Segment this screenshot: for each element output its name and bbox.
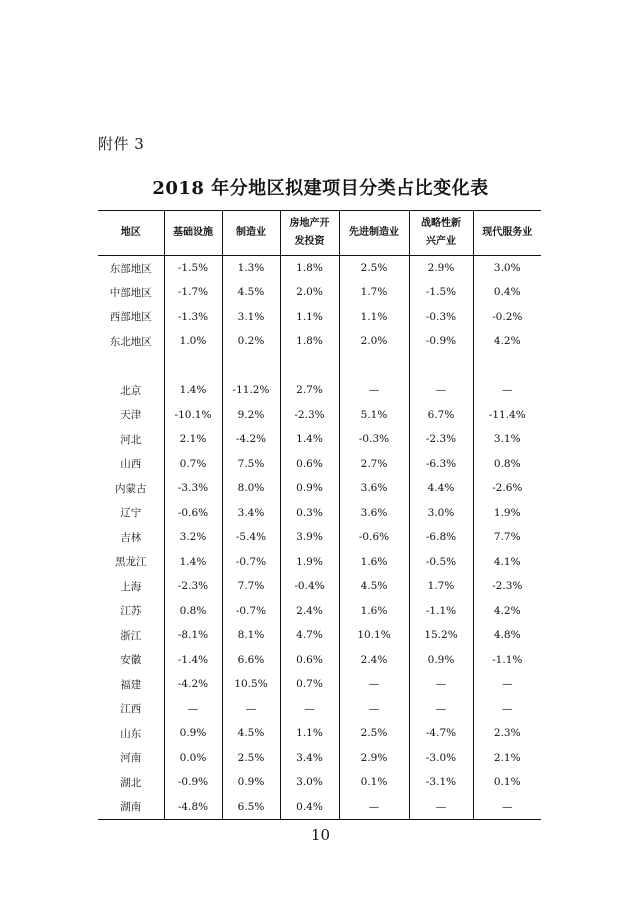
percentage-cell: 1.4% [164,378,222,403]
percentage-cell: 3.4% [222,501,280,526]
percentage-cell: 3.6% [339,501,409,526]
percentage-cell: 1.1% [280,305,339,330]
percentage-cell: 4.7% [280,623,339,648]
percentage-cell: -3.3% [164,476,222,501]
region-name-cell: 江苏 [120,605,142,618]
percentage-cell: -4.8% [164,795,222,820]
percentage-cell: 0.1% [339,770,409,795]
column-header-strategic-emerging: 战略性新 兴产业 [409,211,473,256]
percentage-cell: 2.0% [280,280,339,305]
percentage-cell: 1.6% [339,550,409,575]
percentage-cell: 2.7% [280,378,339,403]
region-name-cell: 湖北 [120,776,142,789]
percentage-cell: — [280,697,339,722]
percentage-cell: -0.5% [409,550,473,575]
percentage-cell: -11.4% [473,403,541,428]
percentage-cell: -0.9% [164,770,222,795]
spacer-cell [473,354,541,379]
table-row [98,697,541,722]
region-name-cell: 安徽 [120,654,142,667]
region-name-cell: 北京 [120,384,142,397]
percentage-cell: 0.7% [164,452,222,477]
percentage-cell: — [409,697,473,722]
percentage-cell: -3.1% [409,770,473,795]
region-name-cell: 中部地区 [109,286,152,299]
percentage-cell: 8.1% [222,623,280,648]
percentage-cell: 2.5% [222,746,280,771]
column-header-advanced-manufacturing: 先进制造业 [339,211,409,256]
percentage-cell: 2.9% [339,746,409,771]
percentage-cell: -0.2% [473,305,541,330]
percentage-cell: 1.8% [280,256,339,281]
percentage-cell: -8.1% [164,623,222,648]
table-row [98,550,541,575]
table-row [98,329,541,354]
percentage-cell: 3.4% [280,746,339,771]
percentage-cell: 0.9% [164,721,222,746]
percentage-cell: -2.3% [409,427,473,452]
percentage-cell: -0.6% [164,501,222,526]
region-name-cell: 河南 [120,752,142,765]
region-name-cell: 西部地区 [109,311,152,324]
percentage-cell: -10.1% [164,403,222,428]
table-row [98,623,541,648]
region-name-cell: 江西 [120,703,142,716]
percentage-cell: — [339,672,409,697]
percentage-cell: 4.1% [473,550,541,575]
percentage-cell: 8.0% [222,476,280,501]
percentage-cell: -0.7% [222,550,280,575]
percentage-cell: — [473,795,541,820]
table-row [98,599,541,624]
percentage-cell: 4.4% [409,476,473,501]
percentage-cell: 6.7% [409,403,473,428]
table-row [98,648,541,673]
table-row [98,746,541,771]
region-name-cell: 山西 [120,458,142,471]
percentage-cell: 2.3% [473,721,541,746]
percentage-cell: 0.9% [222,770,280,795]
percentage-cell: -4.2% [222,427,280,452]
percentage-cell: 4.2% [473,329,541,354]
percentage-cell: -1.1% [409,599,473,624]
table-row [98,721,541,746]
table-row [98,574,541,599]
percentage-cell: -0.6% [339,525,409,550]
percentage-cell: -2.3% [164,574,222,599]
percentage-cell: 1.9% [280,550,339,575]
percentage-cell: -3.0% [409,746,473,771]
percentage-cell: 3.2% [164,525,222,550]
spacer-cell [222,354,280,379]
percentage-cell: -1.5% [164,256,222,281]
region-name-cell: 山东 [120,727,142,740]
percentage-cell: 4.5% [222,721,280,746]
percentage-cell: — [473,697,541,722]
percentage-cell: 0.0% [164,746,222,771]
spacer-cell [339,354,409,379]
table-row [98,452,541,477]
table-row [98,280,541,305]
region-name-cell: 内蒙古 [115,482,147,495]
page-title: 2018 年分地区拟建项目分类占比变化表 [152,178,489,199]
percentage-cell: 0.9% [409,648,473,673]
section-spacer-row [98,354,541,379]
percentage-cell: 4.8% [473,623,541,648]
column-header-real-estate: 房地产开 发投资 [280,211,339,256]
percentage-cell: 0.4% [280,795,339,820]
percentage-cell: 2.5% [339,256,409,281]
percentage-cell: 15.2% [409,623,473,648]
percentage-cell: -5.4% [222,525,280,550]
percentage-cell: 1.3% [222,256,280,281]
percentage-cell: -1.7% [164,280,222,305]
percentage-cell: -0.9% [409,329,473,354]
percentage-cell: -2.3% [280,403,339,428]
table-row [98,476,541,501]
percentage-cell: — [222,697,280,722]
percentage-cell: 6.6% [222,648,280,673]
region-name-cell: 辽宁 [120,507,142,520]
region-name-cell: 河北 [120,433,142,446]
percentage-cell: — [339,378,409,403]
percentage-cell: 3.9% [280,525,339,550]
percentage-cell: 4.5% [339,574,409,599]
percentage-cell: 2.1% [164,427,222,452]
percentage-cell: 0.6% [280,648,339,673]
table-row [98,378,541,403]
percentage-cell: -1.4% [164,648,222,673]
percentage-cell: 1.4% [280,427,339,452]
percentage-cell: 9.2% [222,403,280,428]
region-name-cell: 湖南 [98,795,164,820]
table-row [98,501,541,526]
percentage-cell: 0.9% [280,476,339,501]
percentage-cell: — [339,697,409,722]
percentage-cell: 2.4% [280,599,339,624]
table-row [98,672,541,697]
percentage-cell: 2.7% [339,452,409,477]
region-name-cell: 东北地区 [109,335,152,348]
percentage-cell: 3.1% [473,427,541,452]
percentage-cell: 2.5% [339,721,409,746]
percentage-cell: 1.1% [339,305,409,330]
table-row [98,256,541,281]
percentage-cell: 7.7% [473,525,541,550]
percentage-cell: 1.7% [339,280,409,305]
percentage-cell: 0.2% [222,329,280,354]
percentage-cell: 0.4% [473,280,541,305]
region-name-cell: 上海 [120,580,142,593]
header-row [98,211,541,256]
percentage-cell: 1.1% [280,721,339,746]
percentage-cell: -4.7% [409,721,473,746]
percentage-cell: 4.2% [473,599,541,624]
percentage-cell: 1.7% [409,574,473,599]
percentage-cell: 0.3% [280,501,339,526]
percentage-cell: -6.3% [409,452,473,477]
percentage-cell: 2.1% [473,746,541,771]
percentage-cell: 10.5% [222,672,280,697]
percentage-cell: 5.1% [339,403,409,428]
spacer-cell [409,354,473,379]
column-header-manufacturing: 制造业 [222,211,280,256]
table-row [98,770,541,795]
column-header-modern-services: 现代服务业 [473,211,541,256]
percentage-cell: — [339,795,409,820]
percentage-cell: 1.9% [473,501,541,526]
percentage-cell: 2.4% [339,648,409,673]
column-header-region: 地区 [98,211,164,256]
percentage-cell: 2.9% [409,256,473,281]
page-number: 10 [310,826,331,844]
percentage-cell: 0.1% [473,770,541,795]
region-name-cell: 东部地区 [109,262,152,275]
table-row [98,525,541,550]
table-row [98,403,541,428]
percentage-cell: -0.3% [409,305,473,330]
percentage-cell: 4.5% [222,280,280,305]
percentage-cell: — [164,697,222,722]
percentage-cell: -6.8% [409,525,473,550]
percentage-cell: 3.0% [280,770,339,795]
column-header-infrastructure: 基础设施 [164,211,222,256]
region-name-cell: 黑龙江 [115,556,147,569]
percentage-cell: 10.1% [339,623,409,648]
percentage-cell: -1.5% [409,280,473,305]
percentage-cell: 0.7% [280,672,339,697]
percentage-cell: 7.5% [222,452,280,477]
percentage-cell: 1.8% [280,329,339,354]
percentage-cell: — [409,795,473,820]
spacer-cell [98,354,164,379]
percentage-cell: -11.2% [222,378,280,403]
percentage-cell: -2.6% [473,476,541,501]
percentage-cell: -4.2% [164,672,222,697]
percentage-cell: -0.3% [339,427,409,452]
percentage-cell: -1.3% [164,305,222,330]
data-table [98,210,541,820]
table-body [98,256,541,820]
percentage-cell: 1.4% [164,550,222,575]
table-row [98,305,541,330]
region-name-cell: 福建 [120,678,142,691]
percentage-cell: — [473,378,541,403]
percentage-cell: — [473,672,541,697]
spacer-cell [164,354,222,379]
percentage-cell: 1.0% [164,329,222,354]
percentage-cell: 2.0% [339,329,409,354]
region-name-cell: 浙江 [120,629,142,642]
percentage-cell: 3.6% [339,476,409,501]
percentage-cell: 3.0% [473,256,541,281]
percentage-cell: 6.5% [222,795,280,820]
table-row [98,795,541,820]
spacer-cell [280,354,339,379]
table-row [98,427,541,452]
region-name-cell: 天津 [120,409,142,422]
percentage-cell: 7.7% [222,574,280,599]
region-name-cell: 吉林 [120,531,142,544]
percentage-cell: 3.0% [409,501,473,526]
percentage-cell: 1.6% [339,599,409,624]
attachment-label: 附件 3 [98,135,145,153]
percentage-cell: — [409,672,473,697]
percentage-cell: -1.1% [473,648,541,673]
percentage-cell: 3.1% [222,305,280,330]
percentage-cell: — [409,378,473,403]
percentage-cell: -0.7% [222,599,280,624]
percentage-cell: 0.6% [280,452,339,477]
percentage-cell: -0.4% [280,574,339,599]
percentage-cell: -2.3% [473,574,541,599]
percentage-cell: 0.8% [473,452,541,477]
percentage-cell: 0.8% [164,599,222,624]
